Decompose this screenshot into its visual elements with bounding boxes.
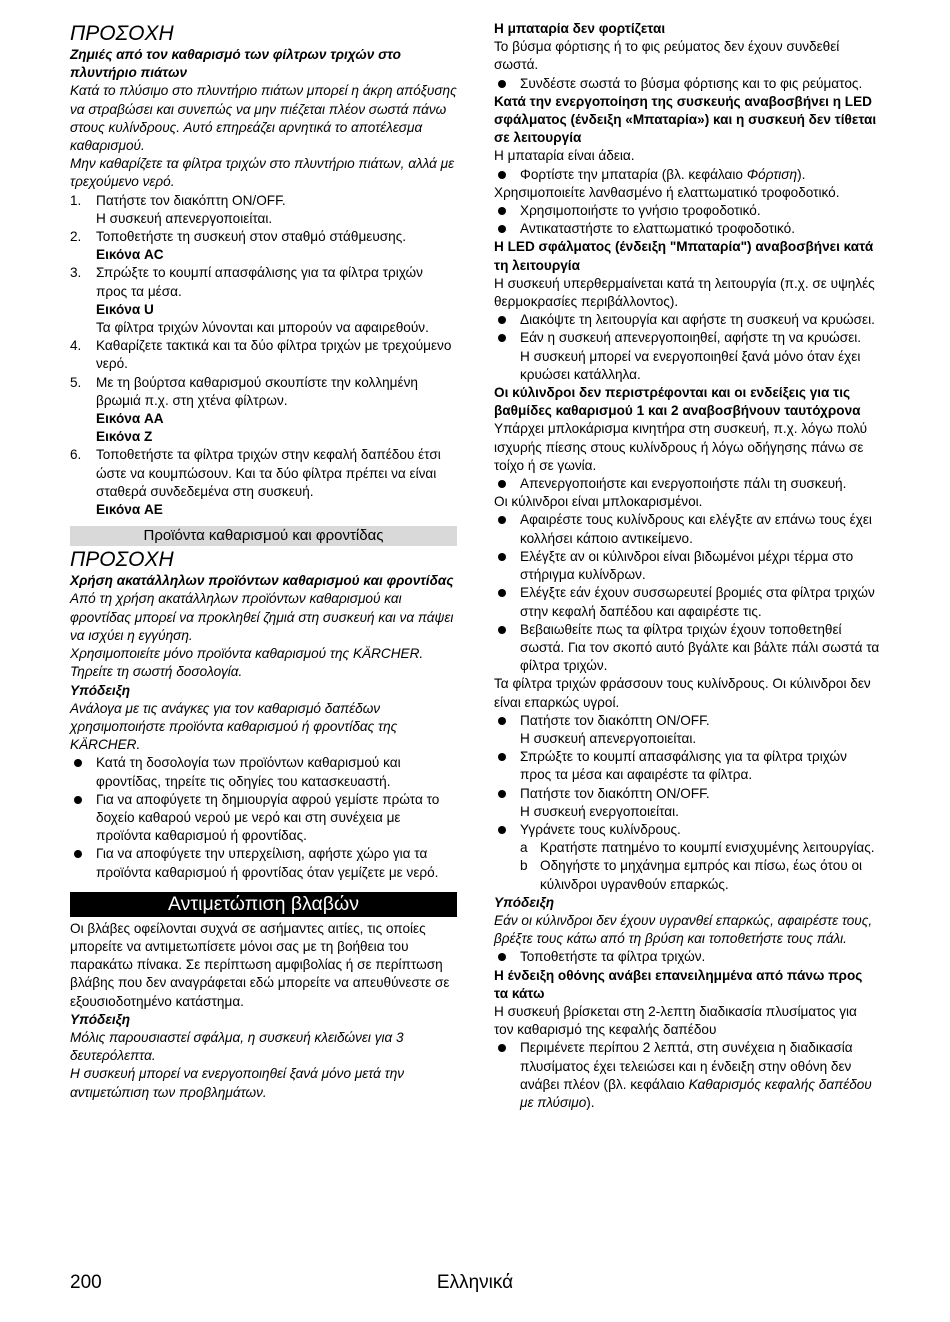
page-number: 200 xyxy=(70,1272,102,1293)
figure-ref: Εικόνα Z xyxy=(96,429,153,445)
list-item: Πατήστε τον διακόπτη ON/OFF. Η συσκευή απενεργοποιείται. xyxy=(494,712,880,748)
warning-text: Χρησιμοποιείτε μόνο προϊόντα καθαρισμού της KÄRCHER. xyxy=(70,646,424,662)
step-4 xyxy=(70,337,457,373)
bullet-icon xyxy=(498,953,506,961)
page-footer xyxy=(70,1272,880,1298)
bullet-icon xyxy=(498,790,506,798)
note-title: Υπόδειξη xyxy=(494,894,555,910)
bullet-icon xyxy=(498,316,506,324)
note-text: Η συσκευή μπορεί να ενεργοποιηθεί ξανά μόνο μετά την αντιμετώπιση των προβλημάτων. xyxy=(70,1066,405,1100)
list-item: Φορτίστε την μπαταρία (βλ. κεφάλαιο Φόρτιση). xyxy=(494,166,880,184)
list-item: Περιμένετε περίπου 2 λεπτά, στη συνέχεια η διαδικασία πλυσίματος έχει τελειώσει και η ένδειξη στην οθόνη δεν ανάβει πλέον (βλ. κεφάλαιο Καθαρισμός κεφαλής δαπέδου με πλύσιμο). xyxy=(494,1039,880,1112)
left-column xyxy=(70,20,457,1102)
figure-ref: Εικόνα AE xyxy=(96,502,163,518)
warning-text: Από τη χρήση ακατάλληλων προϊόντων καθαρισμού και φροντίδας μπορεί να προκληθεί ζημιά στη συσκευή και να πάψει να ισχύει η εγγύηση. xyxy=(70,591,454,643)
list-item: Συνδέστε σωστά το βύσμα φόρτισης και το φις ρεύματος. xyxy=(494,75,880,93)
right-column xyxy=(494,20,880,1112)
step-number: 6. xyxy=(70,447,82,463)
list-item: Υγράνετε τους κυλίνδρους. xyxy=(494,821,880,839)
step-3 xyxy=(70,264,457,337)
list-item: Σπρώξτε το κουμπί απασφάλισης για τα φίλτρα τριχών προς τα μέσα και αφαιρέστε τα φίλτρα. xyxy=(494,748,880,784)
list-item: Απενεργοποιήστε και ενεργοποιήστε πάλι τη συσκευή. xyxy=(494,475,880,493)
warning-title: ΠΡΟΣΟΧΗ xyxy=(70,22,174,45)
fault-heading: Η LED σφάλματος (ένδειξη "Μπαταρία") αναβοσβήνει κατά τη λειτουργία xyxy=(494,239,874,273)
bullet-icon xyxy=(498,225,506,233)
list-item: Αντικαταστήστε το ελαττωματικό τροφοδοτικό. xyxy=(494,220,880,238)
list-item: Για να αποφύγετε τη δημιουργία αφρού γεμίστε πρώτα το δοχείο καθαρού νερού με νερό και στη συνέχεια με προϊόντα καθαρισμού ή φροντίδας. xyxy=(70,791,457,846)
step-result: Η συσκευή απενεργοποιείται. xyxy=(96,210,273,226)
step-number: 2. xyxy=(70,229,82,245)
step-number: 5. xyxy=(70,374,82,390)
note-title: Υπόδειξη xyxy=(70,1011,131,1027)
figure-ref: Εικόνα AC xyxy=(96,247,164,263)
list-item: Τοποθετήστε τα φίλτρα τριχών. xyxy=(494,948,880,966)
step-5 xyxy=(70,374,457,447)
chapter-ref: Καθαρισμός κεφαλής δαπέδου με πλύσιμο xyxy=(520,1076,872,1110)
cause-text: Οι κύλινδροι είναι μπλοκαρισμένοι. xyxy=(494,494,703,510)
list-item: Χρησιμοποιήστε το γνήσιο τροφοδοτικό. xyxy=(494,202,880,220)
warning-text: Τηρείτε τη σωστή δοσολογία. xyxy=(70,664,243,680)
bullet-icon xyxy=(498,80,506,88)
bullet-icon xyxy=(74,796,82,804)
step-text: Με τη βούρτσα καθαρισμού σκουπίστε την κολλημένη βρωμιά π.χ. στη χτένα φίλτρων. xyxy=(96,374,418,408)
step-text: Τοποθετήστε τη συσκευή στον σταθμό στάθμευσης. xyxy=(96,229,407,245)
language-label: Ελληνικά xyxy=(436,1272,514,1293)
step-6 xyxy=(70,446,457,519)
bullet-icon xyxy=(498,334,506,342)
bullet-icon xyxy=(498,171,506,179)
step-1 xyxy=(70,192,457,228)
bullet-icon xyxy=(498,1044,506,1052)
fault-heading: Κατά την ενεργοποίηση της συσκευής αναβοσβήνει η LED σφάλματος (ένδειξη «Μπαταρία») και η συσκευή δεν τίθεται σε λειτουργία xyxy=(494,93,877,146)
cause-text: Τα φίλτρα τριχών φράσσουν τους κυλίνδρους. Οι κύλινδροι δεν είναι επαρκώς υγροί. xyxy=(494,676,871,710)
sub-step-a: a Κρατήστε πατημένο το κουμπί ενισχυμένης λειτουργίας. xyxy=(494,839,880,857)
cause-text: Η συσκευή βρίσκεται στη 2-λεπτη διαδικασία πλυσίματος για τον καθαρισμό της κεφαλής δαπέδου xyxy=(494,1003,857,1038)
figure-ref: Εικόνα AA xyxy=(96,411,164,427)
list-item: Αφαιρέστε τους κυλίνδρους και ελέγξτε αν επάνω τους έχει κολλήσει κάποιο αντικείμενο. xyxy=(494,511,880,547)
note-text: Εάν οι κύλινδροι δεν έχουν υγρανθεί επαρκώς, αφαιρέστε τους, βρέξτε τους κάτω από τη βρύση και τοποθετήστε τους πάλι. xyxy=(494,912,873,947)
list-item: Ελέγξτε εάν έχουν συσσωρευτεί βρομιές στα φίλτρα τριχών στην κεφαλή δαπέδου και αφαιρέστε τις. xyxy=(494,584,880,620)
list-item: Πατήστε τον διακόπτη ON/OFF. Η συσκευή ενεργοποιείται. xyxy=(494,785,880,821)
sub-step-letter: a xyxy=(520,840,528,856)
fault-heading: Η μπαταρία δεν φορτίζεται xyxy=(494,21,666,36)
section-heading-cleaning-products: Προϊόντα καθαρισμού και φροντίδας xyxy=(70,526,457,546)
intro-text: Οι βλάβες οφείλονται συχνά σε ασήμαντες αιτίες, τις οποίες μπορείτε να αντιμετωπίσετε μόνοι σας με τη βοήθεια του παρακάτω πίνακα. Σε περίπτωση αμφιβολίας ή σε περίπτωση βλάβης που δεν αναγράφεται εδώ μπορείτε να απευθύνεστε σε εξουσιοδοτημένο κατάστημα. xyxy=(70,920,450,1009)
bullet-icon xyxy=(74,759,82,767)
step-text: Σπρώξτε το κουμπί απασφάλισης για τα φίλτρα τριχών προς τα μέσα. xyxy=(96,265,423,299)
fault-heading: Η ένδειξη οθόνης ανάβει επανειλημμένα από πάνω προς τα κάτω xyxy=(494,967,863,1001)
step-text: Τοποθετήστε τα φίλτρα τριχών στην κεφαλή δαπέδου έτσι ώστε να κουμπώσουν. Και τα δύο φίλτρα πρέπει να είναι σταθερά συνδεδεμένα στη συσκευή. xyxy=(96,447,441,499)
bullet-icon xyxy=(498,717,506,725)
bullet-icon xyxy=(498,480,506,488)
step-number: 4. xyxy=(70,338,82,354)
cause-text: Η συσκευή υπερθερμαίνεται κατά τη λειτουργία (π.χ. σε υψηλές θερμοκρασίες περιβάλλοντος). xyxy=(494,275,875,310)
step-text: Καθαρίζετε τακτικά και τα δύο φίλτρα τριχών με τρεχούμενο νερό. xyxy=(96,338,452,372)
list-item: Για να αποφύγετε την υπερχείλιση, αφήστε χώρο για τα προϊόντα καθαρισμού ή φροντίδας όταν γεμίζετε με νερό. xyxy=(70,845,457,881)
chapter-heading-troubleshooting: Αντιμετώπιση βλαβών xyxy=(70,892,457,917)
bullet-icon xyxy=(498,753,506,761)
note-text: Ανάλογα με τις ανάγκες για τον καθαρισμό δαπέδων χρησιμοποιήστε προϊόντα καθαρισμού ή φροντίδας της KÄRCHER. xyxy=(70,700,398,753)
fault-heading: Οι κύλινδροι δεν περιστρέφονται και οι ενδείξεις για τις βαθμίδες καθαρισμού 1 και 2 αναβοσβήνουν ταυτόχρονα xyxy=(494,385,861,419)
list-item: Βεβαιωθείτε πως τα φίλτρα τριχών έχουν τοποθετηθεί σωστά. Για τον σκοπό αυτό βγάλτε και βάλτε πάλι σωστά τα φίλτρα τριχών. xyxy=(494,621,880,676)
list-item: Κατά τη δοσολογία των προϊόντων καθαρισμού και φροντίδας, τηρείτε τις οδηγίες του κατασκευαστή. xyxy=(70,754,457,790)
warning-subtitle: Ζημιές από τον καθαρισμό των φίλτρων τριχών στο πλυντήριο πιάτων xyxy=(70,47,401,81)
bullet-icon xyxy=(498,516,506,524)
sub-step-letter: b xyxy=(520,858,528,874)
cause-text: Υπάρχει μπλοκάρισμα κινητήρα στη συσκευή, π.χ. λόγω πολύ ισχυρής πίεσης στους κυλίνδρους ή λόγω οδήγησης πάνω σε τοίχο ή σε γωνία. xyxy=(494,421,868,473)
bullet-icon xyxy=(498,589,506,597)
bullet-icon xyxy=(498,826,506,834)
figure-ref: Εικόνα U xyxy=(96,301,154,317)
bullet-icon xyxy=(498,626,506,634)
list-item: Εάν η συσκευή απενεργοποιηθεί, αφήστε τη να κρυώσει. Η συσκευή μπορεί να ενεργοποιηθεί ξανά μόνο όταν έχει κρυώσει κατάλληλα. xyxy=(494,329,880,384)
step-2 xyxy=(70,228,457,264)
cause-text: Το βύσμα φόρτισης ή το φις ρεύματος δεν έχουν συνδεθεί σωστά. xyxy=(494,39,840,73)
step-text: Πατήστε τον διακόπτη ON/OFF. xyxy=(96,192,286,208)
cause-text: Η μπαταρία είναι άδεια. xyxy=(494,148,635,164)
step-result: Τα φίλτρα τριχών λύνονται και μπορούν να αφαιρεθούν. xyxy=(96,320,429,336)
cause-text: Χρησιμοποιείτε λανθασμένο ή ελαττωματικό τροφοδοτικό. xyxy=(494,184,840,200)
sub-step-b: b Οδηγήστε το μηχάνημα εμπρός και πίσω, έως ότου οι κύλινδροι υγρανθούν επαρκώς. xyxy=(520,858,863,892)
note-title: Υπόδειξη xyxy=(70,682,131,698)
list-item: Ελέγξτε αν οι κύλινδροι είναι βιδωμένοι μέχρι τέρμα στο στήριγμα κυλίνδρων. xyxy=(494,548,880,584)
bullet-icon xyxy=(498,207,506,215)
bullet-icon xyxy=(74,850,82,858)
bullet-icon xyxy=(498,553,506,561)
step-number: 3. xyxy=(70,265,82,281)
list-item: Διακόψτε τη λειτουργία και αφήστε τη συσκευή να κρυώσει. xyxy=(494,311,880,329)
warning-title: ΠΡΟΣΟΧΗ xyxy=(70,548,174,572)
chapter-ref: Φόρτιση xyxy=(746,166,798,182)
warning-subtitle: Χρήση ακατάλληλων προϊόντων καθαρισμού και φροντίδας xyxy=(70,573,454,589)
warning-text: Μην καθαρίζετε τα φίλτρα τριχών στο πλυντήριο πιάτων, αλλά με τρεχούμενο νερό. xyxy=(70,156,455,190)
warning-text: Κατά το πλύσιμο στο πλυντήριο πιάτων μπορεί η άκρη απόξυσης να στραβώσει και συνεπώς να μην πιέζεται πλέον σωστά πάνω στους κυλίνδρους. Αυτό επηρεάζει αρνητικά το αποτέλεσμα καθαρισμού. xyxy=(70,83,457,154)
step-number: 1. xyxy=(70,192,82,208)
note-text: Μόλις παρουσιαστεί σφάλμα, η συσκευή κλειδώνει για 3 δευτερόλεπτα. xyxy=(70,1029,404,1064)
